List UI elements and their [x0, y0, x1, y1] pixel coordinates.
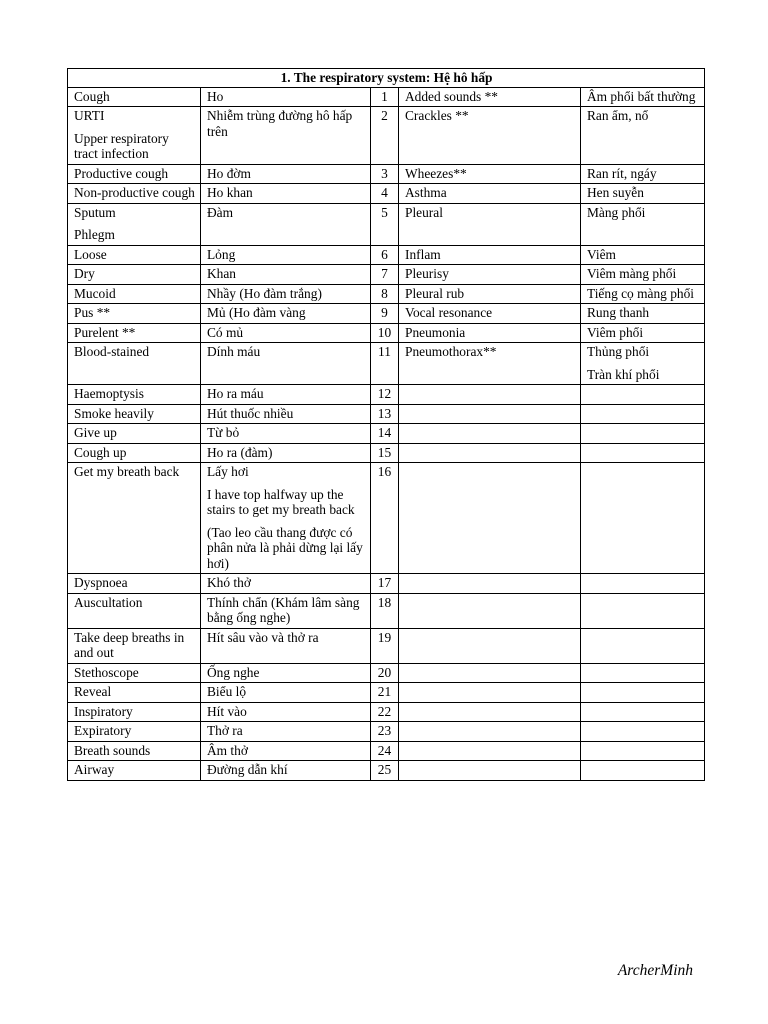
cell-text: Khan	[207, 266, 237, 281]
english-term-cell-2	[399, 323, 581, 343]
cell-text: Productive cough	[74, 165, 169, 181]
vietnamese-meaning-cell	[201, 424, 371, 444]
vietnamese-meaning-cell	[201, 593, 371, 628]
vietnamese-meaning-cell-2	[581, 761, 705, 781]
english-term-cell	[68, 323, 201, 343]
table-row	[68, 184, 705, 204]
english-term-cell	[68, 761, 201, 781]
english-term-cell-2	[399, 663, 581, 683]
cell-text: Rung thanh	[587, 305, 650, 320]
cell-text: (Tao leo cầu thang được có phân nửa là phải dừng lại lấy hơi)	[207, 524, 363, 571]
cell-text: Ho ra máu	[207, 386, 264, 401]
vietnamese-meaning-cell-2	[581, 265, 705, 285]
vietnamese-meaning-cell-2	[581, 404, 705, 424]
cell-text: Non-productive cough	[74, 185, 195, 200]
english-term-cell-2	[399, 628, 581, 663]
vocabulary-table	[67, 68, 705, 781]
vietnamese-meaning-cell-2	[581, 284, 705, 304]
cell-text: Purelent **	[74, 324, 136, 340]
table-title: 1. The respiratory system: Hệ hô hấp	[68, 69, 705, 88]
cell-text: Take deep breaths in and out	[74, 629, 185, 660]
cell-text: Ống nghe	[207, 664, 260, 680]
english-term-cell	[68, 284, 201, 304]
english-term-cell	[68, 184, 201, 204]
table-row	[68, 741, 705, 761]
cell-text: Added sounds **	[405, 88, 498, 104]
english-term-cell-2	[399, 683, 581, 703]
cell-text: Viêm phổi	[587, 324, 644, 340]
table-row	[68, 593, 705, 628]
vietnamese-meaning-cell-2	[581, 628, 705, 663]
row-number-cell: 1	[371, 87, 399, 107]
row-number-cell: 22	[371, 702, 399, 722]
english-term-cell-2	[399, 741, 581, 761]
cell-text: Reveal	[74, 684, 112, 699]
vietnamese-meaning-cell-2	[581, 443, 705, 463]
vietnamese-meaning-cell	[201, 343, 371, 385]
cell-text: Upper respiratory tract infection	[74, 130, 169, 161]
vietnamese-meaning-cell	[201, 663, 371, 683]
cell-text: Đàm	[207, 204, 234, 220]
table-row	[68, 304, 705, 324]
row-number-cell: 3	[371, 164, 399, 184]
english-term-cell-2	[399, 245, 581, 265]
cell-text: Airway	[74, 762, 115, 777]
vietnamese-meaning-cell-2	[581, 184, 705, 204]
cell-text: Tiếng cọ màng phổi	[587, 285, 695, 301]
vietnamese-meaning-cell	[201, 463, 371, 574]
english-term-cell-2	[399, 404, 581, 424]
vietnamese-meaning-cell-2	[581, 702, 705, 722]
cell-text: Pleural rub	[405, 285, 465, 301]
table-row	[68, 463, 705, 574]
table-title-row	[68, 69, 705, 88]
vietnamese-meaning-cell	[201, 628, 371, 663]
english-term-cell	[68, 463, 201, 574]
vietnamese-meaning-cell	[201, 203, 371, 245]
cell-text: Inspiratory	[74, 703, 133, 719]
english-term-cell-2	[399, 343, 581, 385]
cell-text: Khó thở	[207, 575, 251, 590]
cell-text: Expiratory	[74, 723, 132, 738]
cell-text: Sputum	[74, 204, 116, 220]
cell-text: Nhầy (Ho đàm trắng)	[207, 285, 322, 301]
cell-text: Crackles **	[405, 108, 469, 123]
cell-text: Give up	[74, 425, 117, 440]
table-row	[68, 722, 705, 742]
english-term-cell	[68, 343, 201, 385]
row-number-cell: 23	[371, 722, 399, 742]
cell-text: Ho	[207, 88, 224, 104]
vietnamese-meaning-cell-2	[581, 741, 705, 761]
cell-text: Cough up	[74, 444, 127, 460]
english-term-cell-2	[399, 424, 581, 444]
english-term-cell	[68, 443, 201, 463]
vocabulary-table-body	[68, 87, 705, 780]
row-number-cell: 5	[371, 203, 399, 245]
cell-text: Get my breath back	[74, 464, 180, 479]
vietnamese-meaning-cell-2	[581, 663, 705, 683]
row-number-cell: 20	[371, 663, 399, 683]
english-term-cell-2	[399, 463, 581, 574]
vietnamese-meaning-cell	[201, 722, 371, 742]
english-term-cell	[68, 304, 201, 324]
cell-text: Phlegm	[74, 227, 115, 242]
english-term-cell	[68, 663, 201, 683]
cell-text: Màng phổi	[587, 204, 646, 220]
english-term-cell	[68, 87, 201, 107]
cell-text: Smoke heavily	[74, 405, 154, 421]
table-row	[68, 245, 705, 265]
english-term-cell-2	[399, 184, 581, 204]
table-row	[68, 87, 705, 107]
vietnamese-meaning-cell	[201, 443, 371, 463]
english-term-cell-2	[399, 164, 581, 184]
cell-text: Vocal resonance	[405, 305, 493, 320]
table-row	[68, 343, 705, 385]
cell-text: Cough	[74, 88, 110, 104]
vietnamese-meaning-cell-2	[581, 164, 705, 184]
vietnamese-meaning-cell	[201, 107, 371, 165]
row-number-cell: 25	[371, 761, 399, 781]
english-term-cell	[68, 265, 201, 285]
english-term-cell-2	[399, 761, 581, 781]
cell-text: Thở ra	[207, 723, 243, 738]
vietnamese-meaning-cell-2	[581, 245, 705, 265]
vietnamese-meaning-cell	[201, 683, 371, 703]
cell-text: Dry	[74, 266, 95, 281]
cell-text: Pus **	[74, 305, 111, 320]
vietnamese-meaning-cell	[201, 385, 371, 405]
vietnamese-meaning-cell-2	[581, 323, 705, 343]
english-term-cell	[68, 203, 201, 245]
row-number-cell: 18	[371, 593, 399, 628]
english-term-cell	[68, 628, 201, 663]
cell-text: Viêm màng phổi	[587, 266, 677, 281]
cell-text: Stethoscope	[74, 664, 139, 680]
table-row	[68, 424, 705, 444]
english-term-cell	[68, 702, 201, 722]
vietnamese-meaning-cell	[201, 184, 371, 204]
vietnamese-meaning-cell-2	[581, 722, 705, 742]
cell-text: Wheezes**	[405, 165, 467, 181]
row-number-cell: 10	[371, 323, 399, 343]
vietnamese-meaning-cell-2	[581, 87, 705, 107]
row-number-cell: 15	[371, 443, 399, 463]
cell-text: I have top halfway up the stairs to get my breath back	[207, 486, 355, 517]
vietnamese-meaning-cell-2	[581, 593, 705, 628]
english-term-cell-2	[399, 265, 581, 285]
row-number-cell: 24	[371, 741, 399, 761]
cell-text: Inflam	[405, 246, 441, 262]
table-row	[68, 683, 705, 703]
table-row	[68, 265, 705, 285]
english-term-cell-2	[399, 107, 581, 165]
vietnamese-meaning-cell-2	[581, 107, 705, 165]
vietnamese-meaning-cell	[201, 164, 371, 184]
english-term-cell-2	[399, 284, 581, 304]
vietnamese-meaning-cell-2	[581, 683, 705, 703]
vietnamese-meaning-cell	[201, 574, 371, 594]
cell-text: Mucoid	[74, 285, 116, 301]
cell-text: Dính máu	[207, 344, 261, 359]
english-term-cell-2	[399, 702, 581, 722]
english-term-cell	[68, 164, 201, 184]
cell-text: Âm phổi bất thường	[587, 88, 696, 104]
vietnamese-meaning-cell	[201, 245, 371, 265]
vietnamese-meaning-cell-2	[581, 304, 705, 324]
row-number-cell: 14	[371, 424, 399, 444]
vietnamese-meaning-cell-2	[581, 463, 705, 574]
cell-text: Hút thuốc nhiều	[207, 405, 294, 421]
cell-text: Thính chẩn (Khám lâm sàng bằng ống nghe)	[207, 594, 360, 625]
english-term-cell	[68, 107, 201, 165]
english-term-cell-2	[399, 87, 581, 107]
english-term-cell	[68, 722, 201, 742]
english-term-cell	[68, 404, 201, 424]
cell-text: Từ bỏ	[207, 425, 240, 440]
vietnamese-meaning-cell	[201, 404, 371, 424]
table-row	[68, 385, 705, 405]
cell-text: Haemoptysis	[74, 386, 144, 401]
cell-text: Tràn khí phổi	[587, 366, 660, 382]
author-signature: ArcherMinh	[617, 962, 693, 979]
cell-text: Blood-stained	[74, 344, 150, 359]
row-number-cell: 7	[371, 265, 399, 285]
cell-text: Thủng phổi	[587, 344, 650, 359]
cell-text: Pneumonia	[405, 324, 466, 340]
vietnamese-meaning-cell-2	[581, 343, 705, 385]
english-term-cell-2	[399, 722, 581, 742]
cell-text: Đường dẫn khí	[207, 762, 288, 777]
vietnamese-meaning-cell	[201, 87, 371, 107]
cell-text: Nhiễm trùng đường hô hấp trên	[207, 108, 353, 139]
table-row	[68, 574, 705, 594]
row-number-cell: 11	[371, 343, 399, 385]
table-row	[68, 404, 705, 424]
cell-text: Breath sounds	[74, 742, 151, 758]
cell-text: Ran rít, ngáy	[587, 165, 657, 181]
row-number-cell: 19	[371, 628, 399, 663]
english-term-cell	[68, 385, 201, 405]
cell-text: Mủ (Ho đàm vàng	[207, 305, 306, 320]
row-number-cell: 13	[371, 404, 399, 424]
table-row	[68, 702, 705, 722]
vietnamese-meaning-cell	[201, 741, 371, 761]
english-term-cell-2	[399, 443, 581, 463]
vietnamese-meaning-cell-2	[581, 424, 705, 444]
cell-text: Ran ẩm, nổ	[587, 108, 649, 123]
row-number-cell: 4	[371, 184, 399, 204]
vietnamese-meaning-cell	[201, 761, 371, 781]
row-number-cell: 9	[371, 304, 399, 324]
english-term-cell	[68, 683, 201, 703]
cell-text: Ho đờm	[207, 165, 251, 181]
english-term-cell	[68, 593, 201, 628]
table-row	[68, 663, 705, 683]
cell-text: Pleurisy	[405, 266, 449, 281]
cell-text: Pleural	[405, 204, 443, 220]
cell-text: Hít vào	[207, 703, 247, 719]
vietnamese-meaning-cell	[201, 702, 371, 722]
vietnamese-meaning-cell	[201, 304, 371, 324]
table-row	[68, 443, 705, 463]
cell-text: Auscultation	[74, 594, 143, 610]
english-term-cell	[68, 741, 201, 761]
table-row	[68, 761, 705, 781]
row-number-cell: 17	[371, 574, 399, 594]
table-row	[68, 107, 705, 165]
cell-text: Pneumothorax**	[405, 344, 497, 359]
english-term-cell	[68, 245, 201, 265]
english-term-cell-2	[399, 593, 581, 628]
row-number-cell: 21	[371, 683, 399, 703]
english-term-cell-2	[399, 203, 581, 245]
cell-text: Hít sâu vào và thở ra	[207, 629, 319, 645]
cell-text: Hen suyễn	[587, 185, 644, 200]
english-term-cell-2	[399, 304, 581, 324]
row-number-cell: 12	[371, 385, 399, 405]
row-number-cell: 2	[371, 107, 399, 165]
table-row	[68, 164, 705, 184]
cell-text: Lấy hơi	[207, 464, 249, 479]
cell-text: Ho ra (đàm)	[207, 444, 273, 460]
row-number-cell: 16	[371, 463, 399, 574]
cell-text: Biểu lộ	[207, 684, 247, 699]
cell-text: Lỏng	[207, 246, 236, 262]
english-term-cell-2	[399, 574, 581, 594]
cell-text: Loose	[74, 246, 107, 262]
table-row	[68, 284, 705, 304]
cell-text: Dyspnoea	[74, 575, 128, 590]
table-row	[68, 628, 705, 663]
vietnamese-meaning-cell-2	[581, 574, 705, 594]
cell-text: Ho khan	[207, 185, 253, 200]
vietnamese-meaning-cell-2	[581, 203, 705, 245]
cell-text: Asthma	[405, 185, 447, 200]
vietnamese-meaning-cell	[201, 284, 371, 304]
cell-text: URTI	[74, 108, 105, 123]
table-row	[68, 323, 705, 343]
english-term-cell-2	[399, 385, 581, 405]
table-row	[68, 203, 705, 245]
row-number-cell: 6	[371, 245, 399, 265]
vietnamese-meaning-cell	[201, 323, 371, 343]
english-term-cell	[68, 574, 201, 594]
vietnamese-meaning-cell	[201, 265, 371, 285]
cell-text: Âm thở	[207, 742, 248, 758]
row-number-cell: 8	[371, 284, 399, 304]
vietnamese-meaning-cell-2	[581, 385, 705, 405]
english-term-cell	[68, 424, 201, 444]
cell-text: Viêm	[587, 246, 616, 262]
cell-text: Có mủ	[207, 324, 244, 340]
